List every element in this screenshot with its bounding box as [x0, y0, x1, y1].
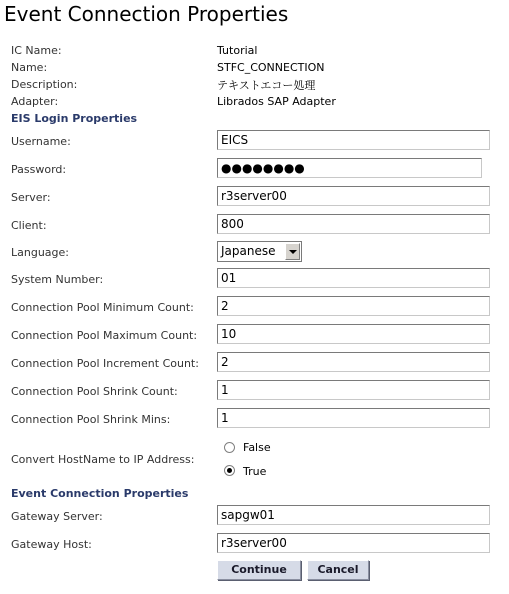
system-number-input[interactable] [217, 268, 490, 288]
page-title: Event Connection Properties [4, 2, 289, 26]
radio-true-label[interactable]: True [243, 465, 267, 478]
gateway-server-label: Gateway Server: [11, 510, 103, 523]
adapter-label: Adapter: [11, 95, 59, 108]
client-input[interactable] [217, 214, 490, 234]
ic-name-value: Tutorial [217, 44, 258, 57]
cancel-button[interactable]: Cancel [307, 560, 369, 580]
username-input[interactable] [217, 130, 490, 150]
description-label: Description: [11, 78, 78, 91]
chevron-down-icon[interactable] [285, 243, 300, 260]
ic-name-label: IC Name: [11, 44, 62, 57]
pool-max-label: Connection Pool Maximum Count: [11, 329, 198, 342]
event-connection-heading: Event Connection Properties [11, 487, 189, 500]
password-label: Password: [11, 163, 67, 176]
eis-login-heading: EIS Login Properties [11, 112, 138, 125]
radio-false-label[interactable]: False [243, 441, 271, 454]
system-number-label: System Number: [11, 273, 104, 286]
pool-increment-input[interactable] [217, 352, 490, 372]
radio-true[interactable] [224, 465, 235, 476]
server-input[interactable] [217, 186, 490, 206]
language-label: Language: [11, 246, 69, 259]
name-value: STFC_CONNECTION [217, 61, 325, 74]
description-value: テキストエコー処理 [217, 79, 316, 92]
pool-shrink-mins-label: Connection Pool Shrink Mins: [11, 413, 171, 426]
adapter-value: Librados SAP Adapter [217, 95, 336, 108]
language-selected-value: Japanese [221, 244, 276, 258]
server-label: Server: [11, 191, 51, 204]
continue-button[interactable]: Continue [217, 560, 301, 580]
pool-max-input[interactable] [217, 324, 490, 344]
convert-hostname-label: Convert HostName to IP Address: [11, 453, 195, 466]
gateway-host-input[interactable] [217, 533, 490, 553]
name-label: Name: [11, 61, 48, 74]
username-label: Username: [11, 135, 71, 148]
pool-min-label: Connection Pool Minimum Count: [11, 301, 194, 314]
pool-increment-label: Connection Pool Increment Count: [11, 357, 199, 370]
pool-shrink-count-input[interactable] [217, 380, 490, 400]
pool-min-input[interactable] [217, 296, 490, 316]
gateway-host-label: Gateway Host: [11, 538, 92, 551]
radio-false[interactable] [224, 442, 235, 453]
password-input[interactable] [217, 158, 482, 178]
pool-shrink-mins-input[interactable] [217, 408, 490, 428]
gateway-server-input[interactable] [217, 505, 490, 525]
language-select[interactable] [217, 241, 302, 262]
pool-shrink-count-label: Connection Pool Shrink Count: [11, 385, 178, 398]
client-label: Client: [11, 219, 47, 232]
